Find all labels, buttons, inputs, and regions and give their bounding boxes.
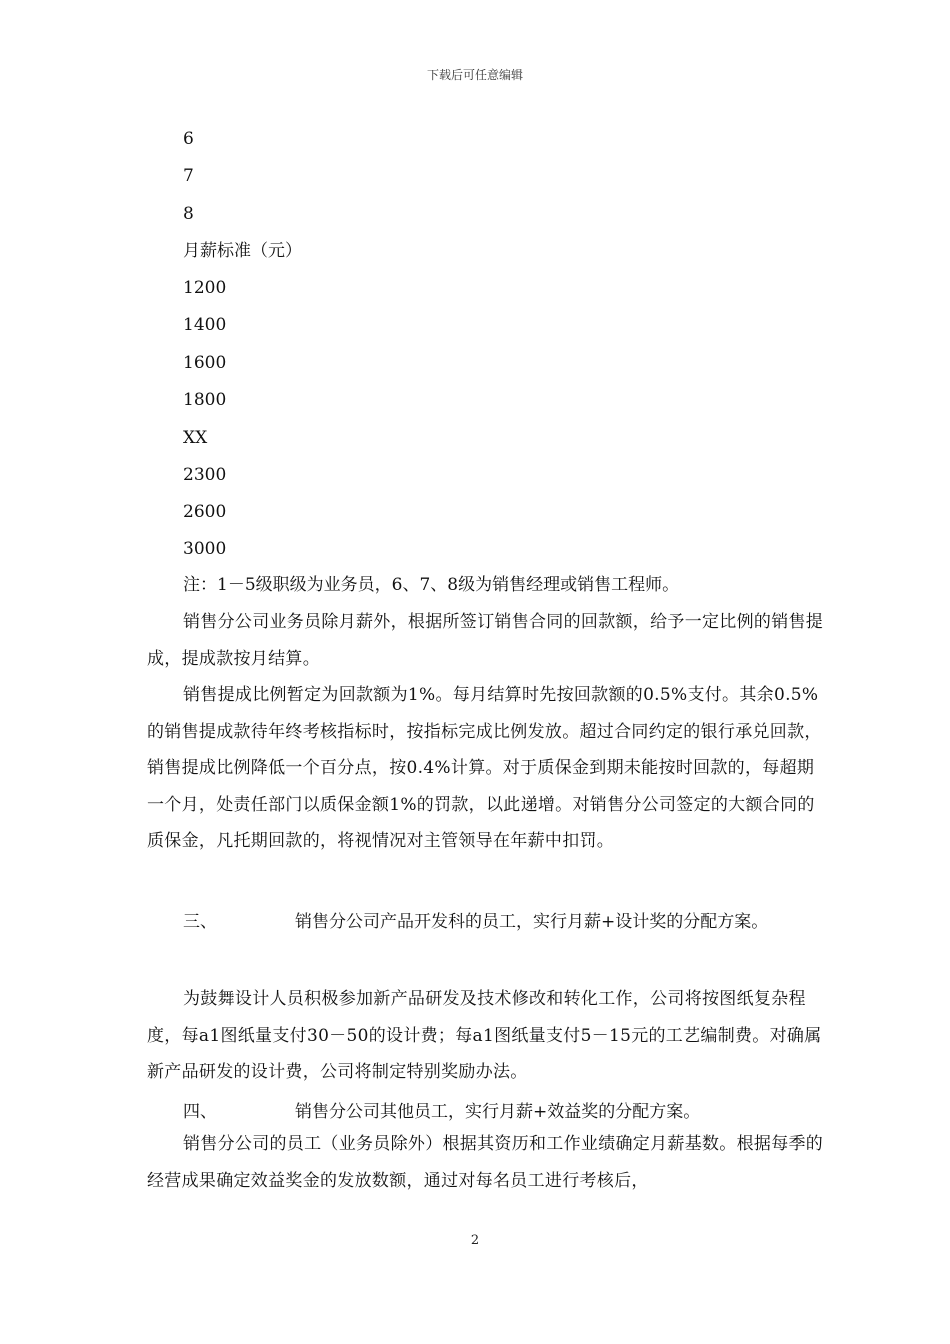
salary-item: 1600 — [183, 353, 227, 373]
salary-item: 2300 — [183, 465, 227, 485]
section-heading-3 — [183, 910, 768, 934]
paragraph: 销售提成比例暂定为回款额为1%。每月结算时先按回款额的0.5%支付。其余0.5%的销售提成款待年终考核指标时，按指标完成比例发放。超过合同约定的银行承兑回款，销售提成比例降低一个百分点，按0.4%计算。对于质保金到期未能按时回款的，每超期一个月，处责任部门以质保金额1%的罚款，以此递增。对销售分公司签定的大额合同的质保金，凡托期回款的，将视情况对主管领导在年薪中扣罚。 — [147, 685, 822, 851]
salary-item: 2600 — [183, 502, 227, 522]
section-title: 销售分公司产品开发科的员工，实行月薪+设计奖的分配方案。 — [295, 912, 769, 932]
section-number: 三、 — [183, 912, 217, 932]
level-item: 7 — [183, 166, 194, 186]
salary-item: XX — [183, 428, 208, 448]
salary-item: 1800 — [183, 390, 227, 410]
section-heading-4 — [183, 1100, 700, 1124]
paragraph: 销售分公司业务员除月薪外，根据所签订销售合同的回款额，给予一定比例的销售提成，提成款按月结算。 — [147, 612, 824, 669]
page-number: 2 — [470, 1233, 480, 1248]
paragraph: 为鼓舞设计人员积极参加新产品研发及技术修改和转化工作，公司将按图纸复杂程度，每a1图纸量支付30－50的设计费；每a1图纸量支付5－15元的工艺编制费。对确属新产品研发的设计费，公司将制定特别奖励办法。 — [147, 989, 822, 1082]
note: 注：1－5级职级为业务员，6、7、8级为销售经理或销售工程师。 — [183, 575, 680, 595]
salary-title: 月薪标准（元） — [183, 241, 302, 261]
salary-item: 3000 — [183, 539, 227, 559]
level-item: 6 — [183, 129, 194, 149]
paragraph: 销售分公司的员工（业务员除外）根据其资历和工作业绩确定月薪基数。根据每季的经营成果确定效益奖金的发放数额，通过对每名员工进行考核后， — [147, 1134, 824, 1191]
section-number: 四、 — [183, 1102, 217, 1122]
level-item: 8 — [183, 204, 194, 224]
salary-item: 1400 — [183, 315, 227, 335]
salary-item: 1200 — [183, 278, 227, 298]
page-header: 下载后可任意编辑 — [426, 68, 523, 82]
section-title: 销售分公司其他员工，实行月薪+效益奖的分配方案。 — [295, 1102, 701, 1122]
